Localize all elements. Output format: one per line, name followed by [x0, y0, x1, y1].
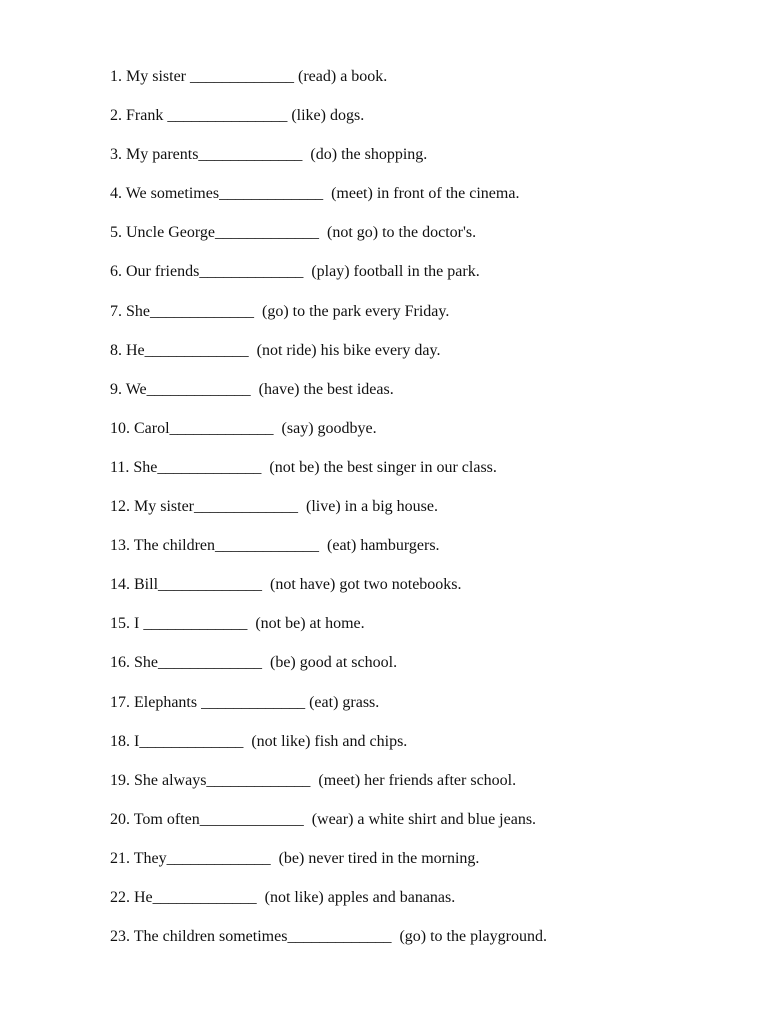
- exercise-item-4: 4. We sometimes_____________ (meet) in front of the cinema.: [110, 185, 520, 203]
- exercise-item-8: 8. He_____________ (not ride) his bike every day.: [110, 341, 441, 359]
- exercise-item-21: 21. They_____________ (be) never tired in the morning.: [110, 849, 480, 867]
- exercise-item-16: 16. She_____________ (be) good at school.: [110, 654, 398, 672]
- exercise-item-1: 1. My sister _____________ (read) a book.: [110, 68, 388, 85]
- exercise-item-7: 7. She_____________ (go) to the park every Friday.: [110, 302, 450, 320]
- exercise-item-13: 13. The children_____________ (eat) hamburgers.: [110, 537, 440, 555]
- exercise-item-18: 18. I_____________ (not like) fish and chips.: [110, 732, 408, 750]
- exercise-item-10: 10. Carol_____________ (say) goodbye.: [110, 419, 377, 437]
- exercise-item-22: 22. He_____________ (not like) apples and bananas.: [110, 888, 456, 906]
- exercise-item-6: 6. Our friends_____________ (play) football in the park.: [110, 263, 480, 281]
- exercise-item-2: 2. Frank _______________ (like) dogs.: [110, 107, 365, 125]
- exercise-item-11: 11. She_____________ (not be) the best singer in our class.: [110, 458, 497, 476]
- exercise-item-19: 19. She always_____________ (meet) her friends after school.: [110, 771, 517, 789]
- exercise-item-3: 3. My parents_____________ (do) the shopping.: [110, 146, 428, 164]
- exercise-item-15: 15. I _____________ (not be) at home.: [110, 615, 365, 633]
- exercise-item-5: 5. Uncle George_____________ (not go) to the doctor's.: [110, 224, 477, 242]
- exercise-item-9: 9. We_____________ (have) the best ideas.: [110, 380, 394, 398]
- exercise-item-23: 23. The children sometimes_____________ (go) to the playground.: [110, 928, 547, 946]
- worksheet-page: [110, 66, 730, 965]
- exercise-item-17: 17. Elephants _____________ (eat) grass.: [110, 693, 380, 711]
- exercise-item-12: 12. My sister_____________ (live) in a big house.: [110, 498, 438, 516]
- exercise-item-20: 20. Tom often_____________ (wear) a white shirt and blue jeans.: [110, 810, 537, 828]
- exercise-list: [110, 66, 730, 948]
- exercise-item-14: 14. Bill_____________ (not have) got two notebooks.: [110, 576, 462, 594]
